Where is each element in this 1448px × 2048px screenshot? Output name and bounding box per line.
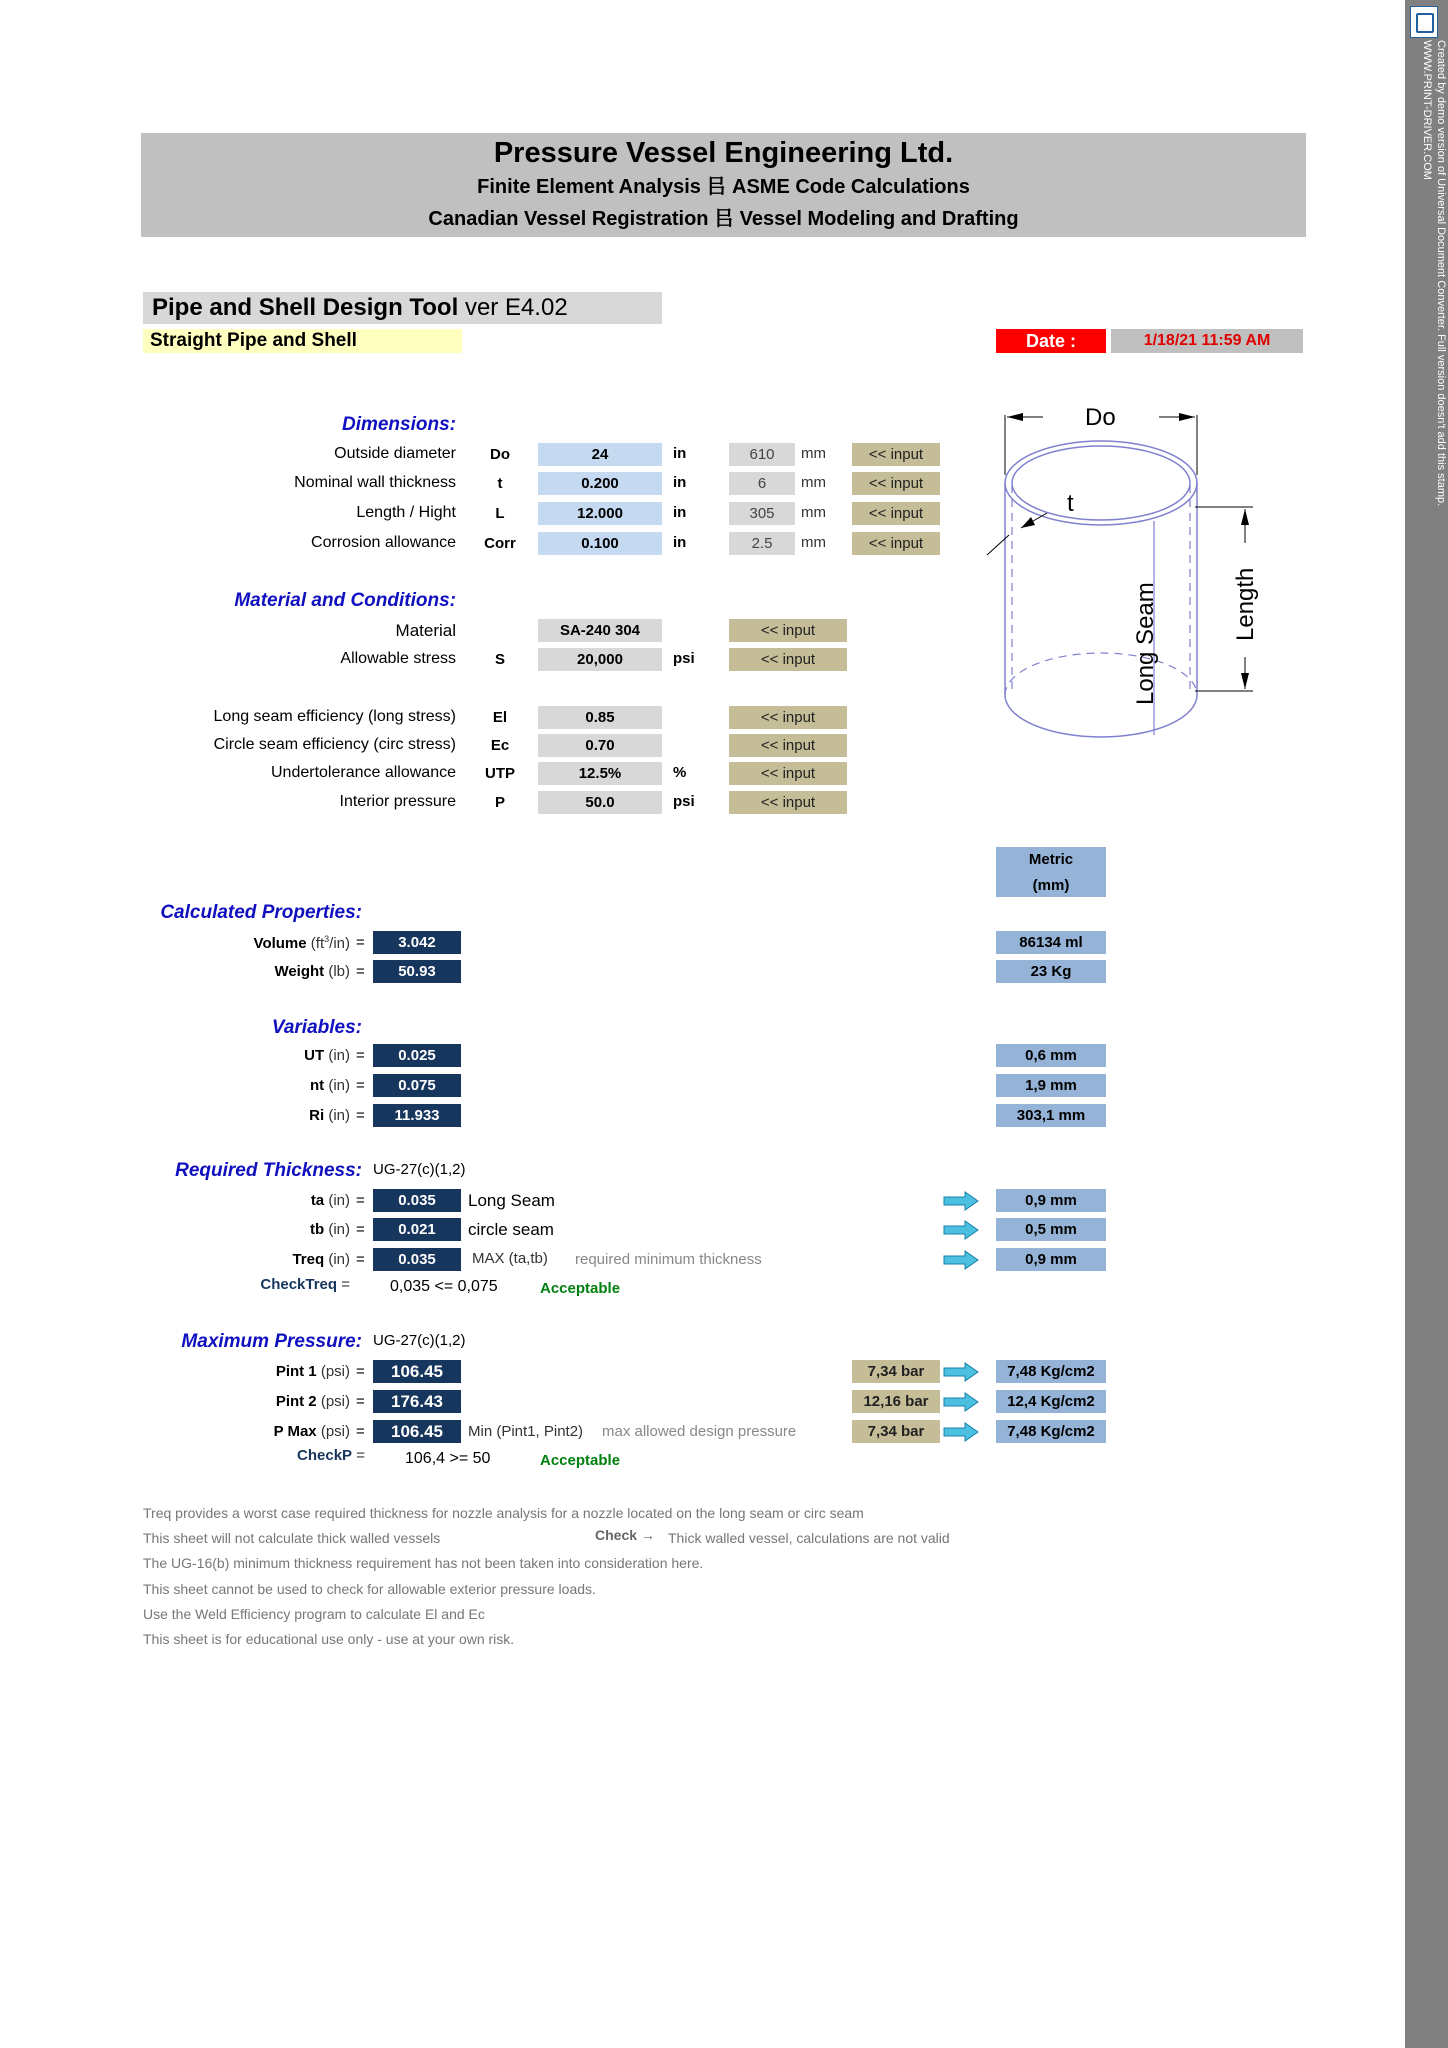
right-arrow-icon: [943, 1191, 979, 1211]
dim-input-tag: << input: [852, 472, 940, 495]
material-unit: %: [673, 764, 687, 781]
weight-label: Weight (lb): [274, 963, 350, 980]
material-value: 20,000: [538, 648, 662, 671]
pressure-desc: Min (Pint1, Pint2): [468, 1423, 584, 1440]
material-input-tag: << input: [729, 619, 847, 642]
do-dimension: [1005, 404, 1197, 475]
pressure-value: 106.45: [373, 1420, 461, 1443]
dim-label: Corrosion allowance: [311, 534, 456, 551]
material-input-tag: << input: [729, 706, 847, 729]
checktreq-result: Acceptable: [540, 1280, 621, 1297]
header-line-3: Canadian Vessel Registration 㠯 Vessel Modeling and Drafting: [428, 208, 1019, 230]
variable-label: UT (in): [304, 1047, 350, 1064]
dim-value: 12.000: [538, 502, 662, 525]
required-note: required minimum thickness: [575, 1251, 762, 1268]
material-input-tag: << input: [729, 648, 847, 671]
volume-value: 3.042: [373, 931, 461, 954]
dim-unit: in: [673, 534, 687, 551]
dim-symbol: Do: [490, 446, 510, 463]
pressure-value: 106.45: [373, 1360, 461, 1383]
material-value: 12.5%: [538, 762, 662, 785]
material-unit: psi: [673, 650, 695, 667]
tool-version: ver E4.02: [464, 294, 568, 321]
do-label: Do: [1085, 404, 1116, 431]
cylinder-diagram: [975, 395, 1259, 755]
tool-title: [143, 292, 662, 324]
stamp-text: Created by demo version of Universal Document Converter. Full version doesn't add this stamp. WWW.PRINT-DRIVER.COM: [1421, 40, 1447, 507]
maxpressure-title: Maximum Pressure:: [181, 1331, 362, 1352]
material-symbol: UTP: [485, 765, 515, 782]
required-value: 0.021: [373, 1218, 461, 1241]
volume-label: Volume $(ft^3/in)$: [253, 934, 350, 952]
dim-metric-unit: mm: [801, 504, 826, 521]
dim-metric: 2.5: [729, 532, 795, 555]
dimensions-title: Dimensions:: [341, 414, 456, 435]
material-symbol: S: [494, 651, 505, 668]
right-arrow-icon: [943, 1250, 979, 1270]
length-label: Length: [1232, 567, 1259, 641]
maxpressure-code: UG-27(c)(1,2): [373, 1332, 466, 1349]
material-unit: psi: [673, 793, 695, 810]
required-value: 0.035: [373, 1248, 461, 1271]
dim-value: 0.100: [538, 532, 662, 555]
pressure-label: Pint 1 (psi): [275, 1363, 350, 1380]
variable-value: 0.025: [373, 1044, 461, 1067]
variable-eq: =: [356, 1047, 365, 1064]
dim-input-tag: << input: [852, 443, 940, 466]
pressure-eq: =: [356, 1393, 365, 1410]
dim-input-tag: << input: [852, 502, 940, 525]
pressure-value: 176.43: [373, 1390, 461, 1413]
header-line-2: Finite Element Analysis 㠯 ASME Code Calculations: [477, 176, 970, 198]
variables-title: Variables:: [271, 1017, 362, 1038]
note-2-result: Thick walled vessel, calculations are not valid: [668, 1530, 950, 1546]
pressure-label: Pint 2 (psi): [275, 1393, 350, 1410]
calculated-title: Calculated Properties:: [160, 902, 362, 923]
dim-symbol: Corr: [484, 535, 516, 552]
material-label: Undertolerance allowance: [271, 764, 456, 781]
dim-metric-unit: mm: [801, 445, 826, 462]
required-desc: Long Seam: [468, 1191, 555, 1210]
required-metric: 0,9 mm: [996, 1248, 1106, 1271]
stamp-logo-icon: [1410, 6, 1438, 38]
variable-eq: =: [356, 1107, 365, 1124]
pressure-metric: 7,48 Kg/cm2: [996, 1420, 1106, 1443]
metric-header-line2: (mm): [1032, 877, 1070, 894]
dim-metric-unit: mm: [801, 474, 826, 491]
variable-value: 11.933: [373, 1104, 461, 1127]
dim-value: 24: [538, 443, 662, 466]
variable-eq: =: [356, 1077, 365, 1094]
required-eq: =: [356, 1251, 365, 1268]
note-2-check: Check →: [595, 1527, 655, 1543]
variable-metric: 303,1 mm: [996, 1104, 1106, 1127]
weight-metric: 23 Kg: [996, 960, 1106, 983]
dim-symbol: t: [497, 475, 503, 492]
dim-input-tag: << input: [852, 532, 940, 555]
material-value: 0.85: [538, 706, 662, 729]
long-seam-label: Long Seam: [1132, 582, 1159, 705]
pressure-bar: 7,34 bar: [852, 1360, 940, 1383]
right-arrow-icon: [943, 1422, 979, 1442]
thickness-dimension: [987, 490, 1074, 555]
weight-eq: =: [356, 963, 365, 980]
material-symbol: Ec: [490, 737, 510, 754]
pressure-bar: 7,34 bar: [852, 1420, 940, 1443]
required-value: 0.035: [373, 1189, 461, 1212]
volume-eq: =: [356, 934, 365, 951]
material-value: 50.0: [538, 791, 662, 814]
material-symbol: El: [492, 709, 508, 726]
right-arrow-icon: [943, 1362, 979, 1382]
pressure-eq: =: [356, 1423, 365, 1440]
pressure-metric: 12,4 Kg/cm2: [996, 1390, 1106, 1413]
note-3: The UG-16(b) minimum thickness requirement has not been taken into consideration here.: [143, 1555, 704, 1571]
length-dimension: [1195, 507, 1259, 691]
dim-unit: in: [673, 504, 687, 521]
dim-label: Outside diameter: [334, 445, 456, 462]
required-desc: MAX (ta,tb): [472, 1250, 548, 1267]
material-label: Allowable stress: [340, 650, 456, 667]
right-arrow-icon: [943, 1392, 979, 1412]
required-eq: =: [356, 1192, 365, 1209]
tool-name: Pipe and Shell Design Tool: [152, 294, 459, 321]
pressure-label: P Max (psi): [273, 1423, 350, 1440]
checkp-label: CheckP =: [297, 1447, 365, 1464]
date-value: 1/18/21 11:59 AM: [1111, 329, 1303, 353]
material-input-tag: << input: [729, 734, 847, 757]
tool-subtitle: Straight Pipe and Shell: [143, 329, 462, 353]
metric-header: [996, 847, 1106, 897]
required-code: UG-27(c)(1,2): [373, 1161, 466, 1178]
pressure-bar: 12,16 bar: [852, 1390, 940, 1413]
note-2: This sheet will not calculate thick walled vessels: [143, 1530, 441, 1546]
weight-value: 50.93: [373, 960, 461, 983]
dim-label: Length / Hight: [356, 504, 456, 521]
material-input-tag: << input: [729, 762, 847, 785]
variable-value: 0.075: [373, 1074, 461, 1097]
required-title: Required Thickness:: [175, 1160, 362, 1181]
material-value: 0.70: [538, 734, 662, 757]
checkp-expr: 106,4 >= 50: [405, 1450, 491, 1467]
pressure-eq: =: [356, 1363, 365, 1380]
company-header: [141, 133, 1306, 237]
dim-symbol: L: [495, 505, 505, 522]
date-label: Date :: [996, 329, 1106, 353]
note-5: Use the Weld Efficiency program to calculate El and Ec: [143, 1606, 485, 1622]
right-arrow-icon: [943, 1220, 979, 1240]
material-label: Interior pressure: [339, 793, 456, 810]
checktreq-label: CheckTreq =: [260, 1276, 350, 1293]
metric-header-line1: Metric: [1028, 851, 1074, 868]
required-label: Treq (in): [292, 1251, 350, 1268]
material-input-tag: << input: [729, 791, 847, 814]
pressure-note: max allowed design pressure: [602, 1423, 797, 1440]
dim-metric: 305: [729, 502, 795, 525]
cylinder-outline: [1005, 441, 1197, 737]
checkp-result: Acceptable: [540, 1452, 621, 1469]
required-label: tb (in): [309, 1221, 350, 1238]
note-4: This sheet cannot be used to check for allowable exterior pressure loads.: [143, 1581, 596, 1597]
dim-metric: 610: [729, 443, 795, 466]
material-label: Circle seam efficiency (circ stress): [213, 736, 456, 753]
required-metric: 0,9 mm: [996, 1189, 1106, 1212]
dim-unit: in: [673, 445, 687, 462]
variable-label: Ri (in): [309, 1107, 350, 1124]
dim-unit: in: [673, 474, 687, 491]
variable-metric: 1,9 mm: [996, 1074, 1106, 1097]
variable-label: nt (in): [309, 1077, 350, 1094]
required-desc: circle seam: [468, 1220, 554, 1239]
dim-metric-unit: mm: [801, 534, 826, 551]
note-6: This sheet is for educational use only - use at your own risk.: [143, 1631, 515, 1647]
material-label: Long seam efficiency (long stress): [213, 708, 456, 725]
company-name: Pressure Vessel Engineering Ltd.: [493, 137, 954, 169]
dim-value: 0.200: [538, 472, 662, 495]
required-label: ta (in): [310, 1192, 350, 1209]
volume-metric: 86134 ml: [996, 931, 1106, 954]
note-1: Treq provides a worst case required thickness for nozzle analysis for a nozzle located on the long seam or circ seam: [143, 1505, 864, 1521]
material-value: SA-240 304: [538, 619, 662, 642]
required-eq: =: [356, 1221, 365, 1238]
dim-label: Nominal wall thickness: [294, 474, 456, 491]
pressure-metric: 7,48 Kg/cm2: [996, 1360, 1106, 1383]
required-metric: 0,5 mm: [996, 1218, 1106, 1241]
material-label: Material: [395, 621, 456, 640]
variable-metric: 0,6 mm: [996, 1044, 1106, 1067]
dim-metric: 6: [729, 472, 795, 495]
checktreq-expr: 0,035 <= 0,075: [390, 1278, 498, 1295]
material-title: Material and Conditions:: [234, 590, 456, 611]
material-symbol: P: [494, 794, 505, 811]
t-label: t: [1067, 490, 1074, 517]
